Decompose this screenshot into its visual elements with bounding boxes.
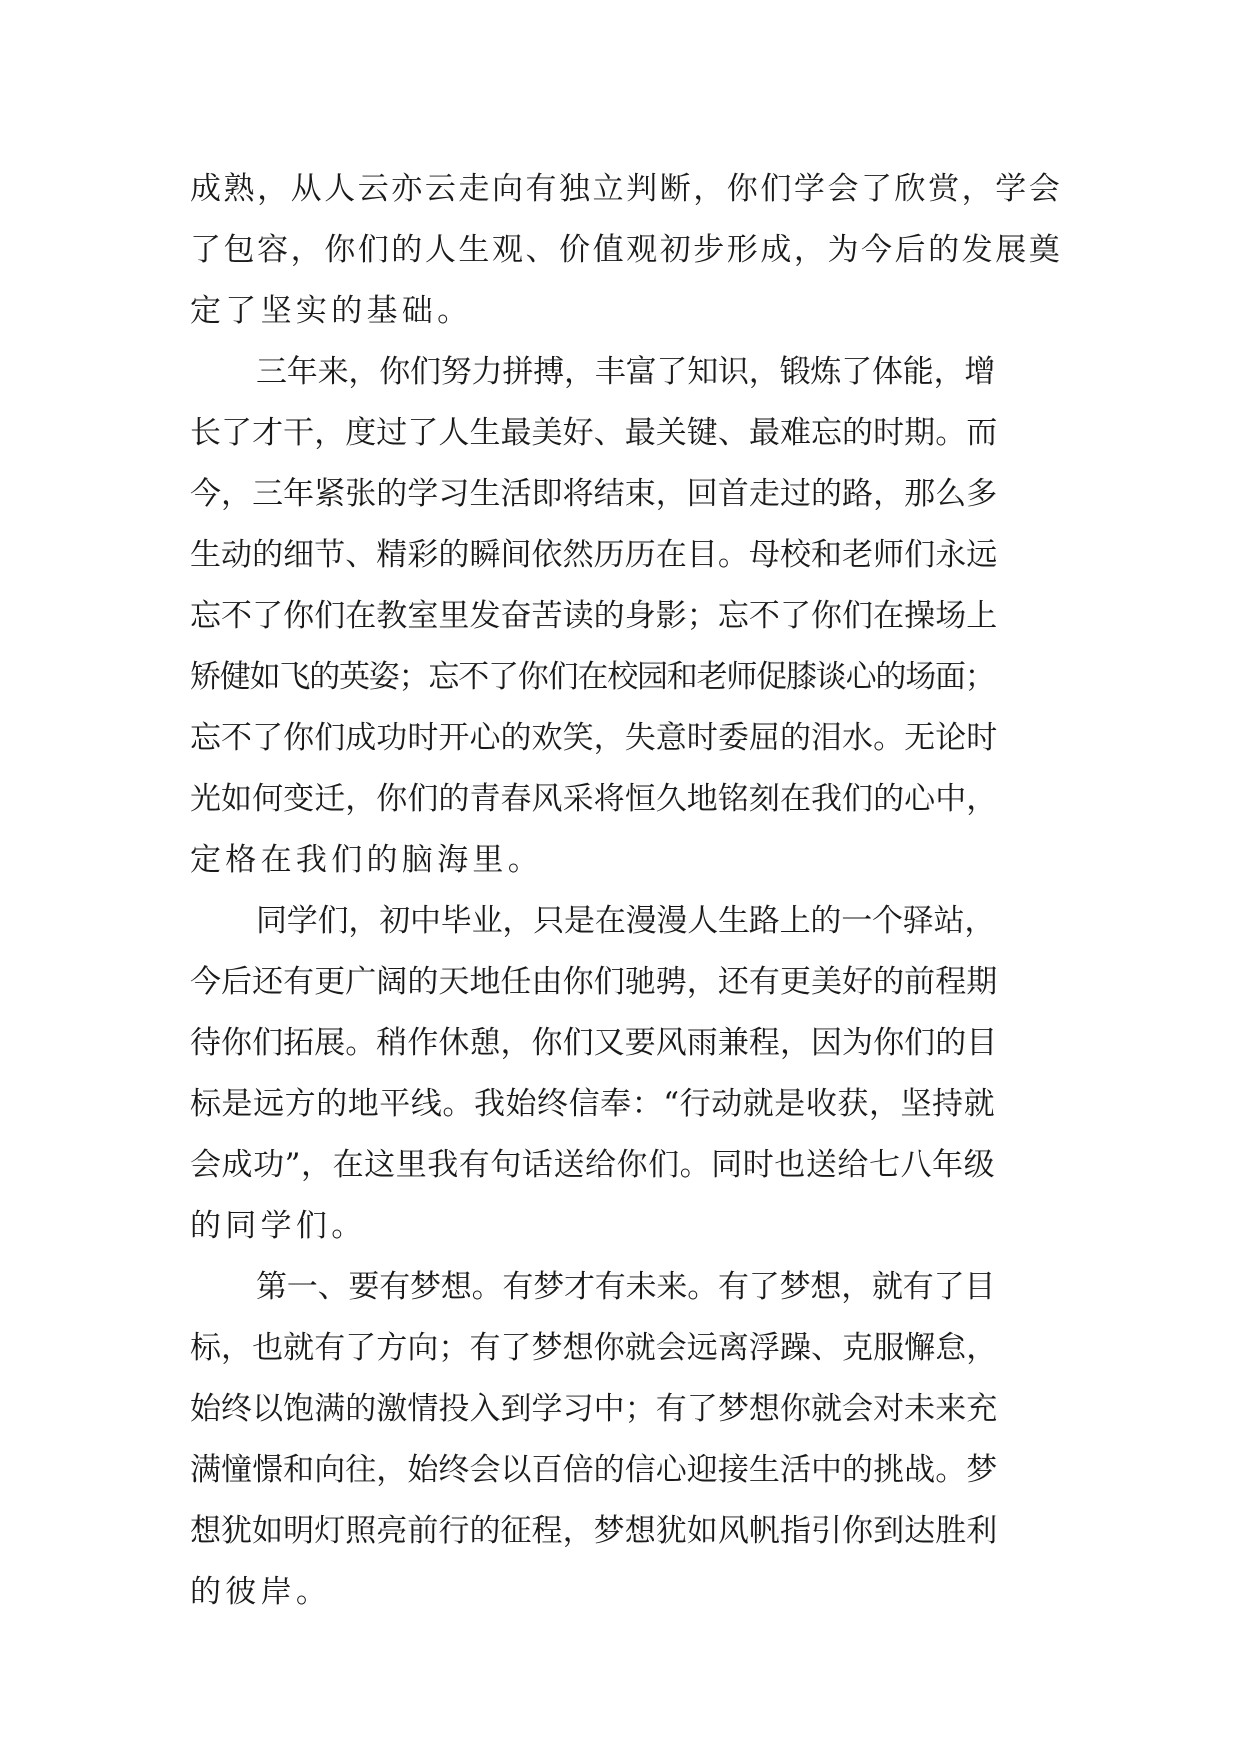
- text-line: 生动的细节、精彩的瞬间依然历历在目。母校和老师们永远: [190, 537, 998, 573]
- paragraph: [190, 1257, 1064, 1623]
- text-line: 的彼岸。: [190, 1574, 332, 1610]
- text-line: 今后还有更广阔的天地任由你们驰骋，还有更美好的前程期: [190, 964, 998, 1000]
- text-line: 定了坚实的基础。: [190, 293, 473, 329]
- paragraph: [190, 891, 1064, 1257]
- text-line: 定格在我们的脑海里。: [190, 842, 543, 878]
- text-line: 同学们，初中毕业，只是在漫漫人生路上的一个驿站，: [256, 903, 996, 939]
- text-line: 想犹如明灯照亮前行的征程，梦想犹如风帆指引你到达胜利: [190, 1513, 998, 1549]
- text-line: 标是远方的地平线。我始终信奉：“行动就是收获，坚持就: [190, 1086, 996, 1122]
- text-line: 三年来，你们努力拼搏，丰富了知识，锻炼了体能，增: [256, 354, 996, 390]
- paragraph: [190, 342, 1064, 891]
- text-line: 满憧憬和向往，始终会以百倍的信心迎接生活中的挑战。梦: [190, 1452, 998, 1488]
- text-line: 矫健如飞的英姿；忘不了你们在校园和老师促膝谈心的场面；: [190, 659, 995, 695]
- text-line: 始终以饱满的激情投入到学习中；有了梦想你就会对未来充: [190, 1391, 998, 1427]
- text-line: 的同学们。: [190, 1208, 367, 1244]
- text-line: 长了才干，度过了人生最美好、最关键、最难忘的时期。而: [190, 415, 998, 451]
- text-line: 成熟，从人云亦云走向有独立判断，你们学会了欣赏，学会: [190, 171, 1063, 207]
- text-line: 光如何变迁，你们的青春风采将恒久地铭刻在我们的心中，: [190, 781, 998, 817]
- text-line: 了包容，你们的人生观、价值观初步形成，为今后的发展奠: [190, 232, 1063, 268]
- text-line: 标，也就有了方向；有了梦想你就会远离浮躁、克服懈怠，: [190, 1330, 998, 1366]
- paragraph: [190, 159, 1064, 342]
- text-line: 待你们拓展。稍作休憩，你们又要风雨兼程，因为你们的目: [190, 1025, 998, 1061]
- text-line: 忘不了你们成功时开心的欢笑，失意时委屈的泪水。无论时: [190, 720, 998, 756]
- text-line: 会成功”，在这里我有句话送给你们。同时也送给七八年级: [190, 1147, 996, 1183]
- text-line: 第一、要有梦想。有梦才有未来。有了梦想，就有了目: [256, 1269, 996, 1305]
- document-body: [190, 159, 1064, 1623]
- text-line: 忘不了你们在教室里发奋苦读的身影；忘不了你们在操场上: [190, 598, 998, 634]
- text-line: 今，三年紧张的学习生活即将结束，回首走过的路，那么多: [190, 476, 998, 512]
